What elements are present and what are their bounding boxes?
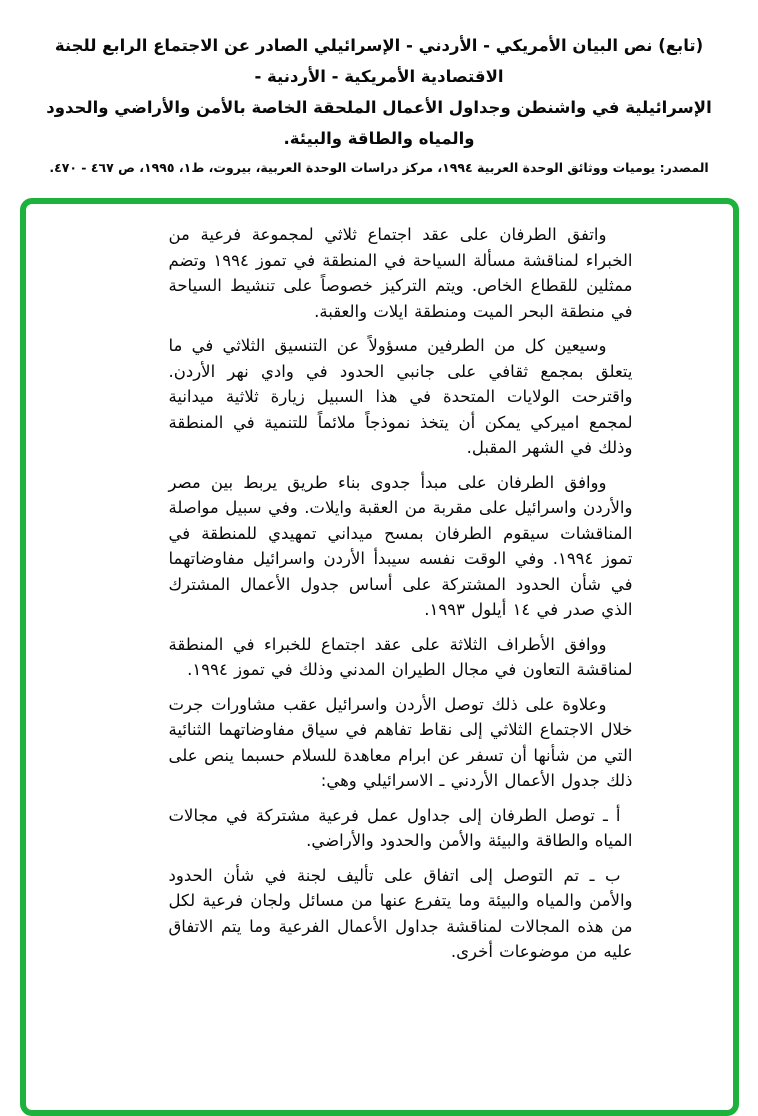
list-item-a: أ ـ توصل الطرفان إلى جداول عمل فرعية مشتركة في مجالات المياه والطاقة والبيئة والأمن والحدود والأراضي. bbox=[168, 805, 633, 850]
body-paragraph-4: ووافق الأطراف الثلاثة على عقد اجتماع للخبراء في المنطقة لمناقشة التعاون في مجال الطيران المدني وذلك في تموز ١٩٩٤. bbox=[168, 634, 633, 679]
document-frame bbox=[20, 198, 739, 1116]
document-title-line2: الإسرائيلية في واشنطن وجداول الأعمال الملحقة الخاصة بالأمن والأراضي والحدود والمياه والطاقة والبيئة. bbox=[46, 98, 712, 148]
list-item-b: ب ـ تم التوصل إلى اتفاق على تأليف لجنة في شأن الحدود والأمن والمياه والبيئة وما يتفرع عنها من مسائل ولجان فرعية لكل من هذه المجالات لمناقشة جداول الأعمال الفرعية وما يتم الاتفاق عليه من موضوعات أخرى. bbox=[168, 865, 633, 961]
source-citation: المصدر: يوميات ووثائق الوحدة العربية ١٩٩٤، مركز دراسات الوحدة العربية، بيروت، ط١، ١٩٩٥، ص ٤٦٧ - ٤٧٠. bbox=[49, 160, 709, 175]
body-paragraph-2: وسيعين كل من الطرفين مسؤولاً عن التنسيق الثلاثي في ما يتعلق بمجمع ثقافي على جانبي الحدود في وادي نهر الأردن. واقترحت الولايات المتحدة في هذا السبيل زيارة ثلاثية ميدانية لمجمع اميركي يمكن أن يتخذ نموذجاً ملائماً للتنمية في المنطقة وذلك في الشهر المقبل. bbox=[168, 336, 633, 457]
document-text-column bbox=[169, 222, 633, 965]
body-paragraph-5: وعلاوة على ذلك توصل الأردن واسرائيل عقب مشاورات جرت خلال الاجتماع الثلاثي إلى نقاط تفاهم في سياق مفاوضاتهما الثنائية التي من شأنها أن تسفر عن ابرام معاهدة للسلام حسبما ينص على ذلك جدول الأعمال الأردني ـ الاسرائيلي وهي: bbox=[168, 694, 633, 790]
body-paragraph-3: ووافق الطرفان على مبدأ جدوى بناء طريق يربط بين مصر والأردن واسرائيل على مقربة من العقبة وايلات. وفي سبيل مواصلة المناقشات سيقوم الطرفان بمسح ميداني تمهيدي للمنطقة في تموز ١٩٩٤. وفي الوقت نفسه سيبدأ الأردن واسرائيل مفاوضاتهما في شأن الحدود المشتركة على أساس جدول الأعمال المشترك الذي صدر في ١٤ أيلول ١٩٩٣. bbox=[168, 472, 633, 619]
body-paragraph-1: واتفق الطرفان على عقد اجتماع ثلاثي لمجموعة فرعية من الخبراء لمناقشة مسألة السياحة في المنطقة في تموز ١٩٩٤ وتضم ممثلين للقطاع الخاص. ويتم التركيز خصوصاً على تنشيط السياحة في منطقة البحر الميت ومنطقة ايلات والعقبة. bbox=[168, 225, 633, 321]
scanned-document-page bbox=[0, 30, 758, 1108]
document-title-line1: (تابع) نص البيان الأمريكي - الأردني - الإسرائيلي الصادر عن الاجتماع الرابع للجنة الاقتصادية الأمريكية - الأردنية - bbox=[54, 36, 704, 86]
page-header bbox=[17, 30, 741, 180]
